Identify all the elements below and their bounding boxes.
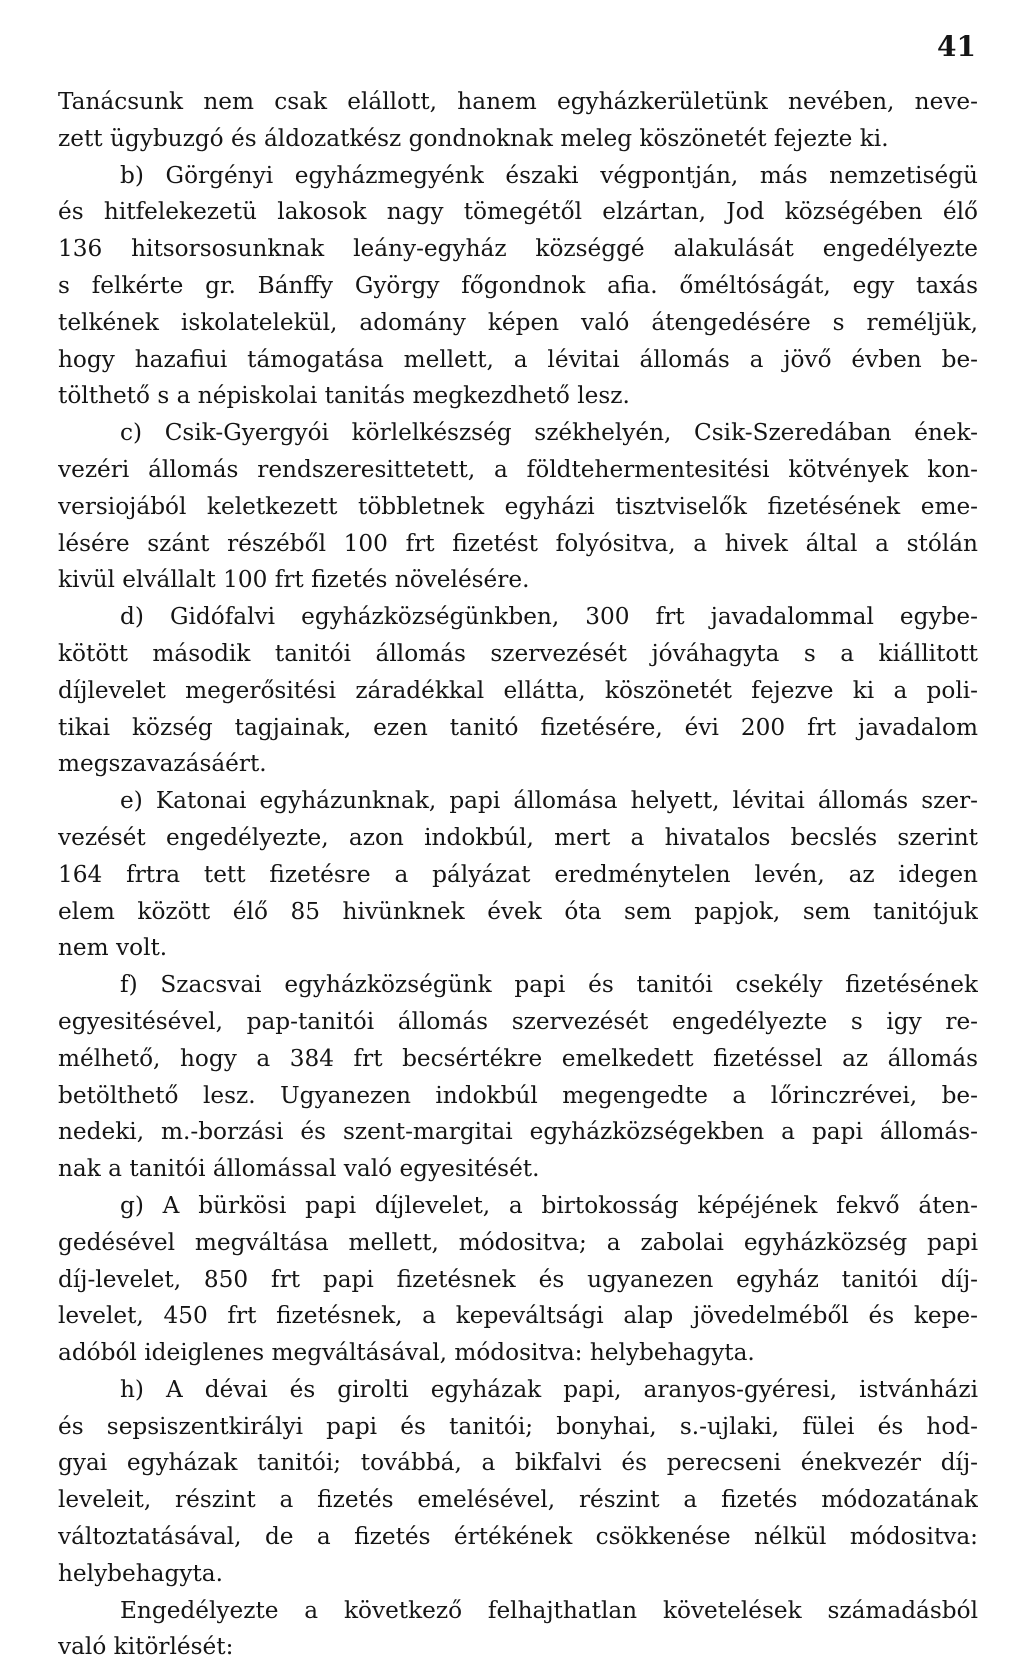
text-line: helybehagyta. bbox=[58, 1559, 223, 1587]
text-line: d) Gidófalvi egyházközségünkben, 300 frt javadalommal egybe- bbox=[120, 603, 978, 631]
text-line: s felkérte gr. Bánffy György főgondnok afia. őméltóságát, egy taxás bbox=[58, 271, 978, 299]
text-line: díjlevelet megerősitési záradékkal ellátta, köszönetét fejezve ki a poli- bbox=[58, 676, 978, 704]
text-line: gedésével megváltása mellett, módositva; a zabolai egyházközség papi bbox=[58, 1228, 978, 1256]
text-line: megszavazásáért. bbox=[58, 750, 267, 778]
text-line: tikai község tagjainak, ezen tanitó fizetésére, évi 200 frt javadalom bbox=[58, 713, 978, 741]
text-line: c) Csik-Gyergyói körlelkészség székhelyén, Csik-Szeredában ének- bbox=[120, 419, 978, 447]
text-line: g) A bürkösi papi díjlevelet, a birtokosság képéjének fekvő áten- bbox=[120, 1191, 978, 1219]
text-line: versiojából keletkezett többletnek egyházi tisztviselők fizetésének eme- bbox=[58, 492, 978, 520]
text-line: Tanácsunk nem csak elállott, hanem egyházkerületünk nevében, neve- bbox=[58, 88, 978, 115]
text-line: és sepsiszentkirályi papi és tanitói; bonyhai, s.-ujlaki, fülei és hod- bbox=[58, 1412, 978, 1440]
text-line: e) Katonai egyházunknak, papi állomása helyett, lévitai állomás szer- bbox=[120, 787, 978, 815]
text-line: vezését engedélyezte, azon indokbúl, mert a hivatalos becslés szerint bbox=[58, 823, 978, 851]
text-line: Engedélyezte a következő felhajthatlan követelések számadásból bbox=[120, 1596, 978, 1624]
text-line: h) A dévai és girolti egyházak papi, aranyos-gyéresi, istvánházi bbox=[120, 1375, 978, 1403]
text-line: kivül elvállalt 100 frt fizetés növelésére. bbox=[58, 566, 530, 594]
text-line: hogy hazafiui támogatása mellett, a lévitai állomás a jövő évben be- bbox=[58, 345, 978, 373]
text-line: vezéri állomás rendszeresittetett, a földtehermentesitési kötvények kon- bbox=[58, 455, 978, 483]
text-line: való kitörlését: bbox=[58, 1633, 234, 1661]
text-line: telkének iskolatelekül, adomány képen való átengedésére s reméljük, bbox=[58, 308, 978, 336]
text-line: betölthető lesz. Ugyanezen indokbúl megengedte a lőrinczrévei, be- bbox=[58, 1081, 978, 1109]
text-line: gyai egyházak tanitói; továbbá, a bikfalvi és perecseni énekvezér díj- bbox=[58, 1449, 978, 1477]
text-line: levelet, 450 frt fizetésnek, a kepeváltsági alap jövedelméből és kepe- bbox=[58, 1302, 978, 1330]
text-line: díj-levelet, 850 frt papi fizetésnek és ugyanezen egyház tanitói díj- bbox=[58, 1265, 978, 1293]
text-line: adóból ideiglenes megváltásával, módositva: helybehagyta. bbox=[58, 1339, 755, 1367]
body-text bbox=[58, 84, 978, 1666]
text-line: b) Görgényi egyházmegyénk északi végpontján, más nemzetiségü bbox=[120, 161, 978, 189]
text-line: zett ügybuzgó és áldozatkész gondnoknak meleg köszönetét fejezte ki. bbox=[58, 124, 889, 152]
page-number: 41 bbox=[937, 30, 976, 63]
text-line: változtatásával, de a fizetés értékének csökkenése nélkül módositva: bbox=[58, 1523, 978, 1551]
text-line: tölthető s a népiskolai tanitás megkezdhető lesz. bbox=[58, 382, 630, 410]
text-line: 136 hitsorsosunknak leány-egyház községgé alakulását engedélyezte bbox=[58, 235, 978, 263]
text-line: mélhető, hogy a 384 frt becsértékre emelkedett fizetéssel az állomás bbox=[58, 1044, 978, 1072]
text-line: egyesitésével, pap-tanitói állomás szervezését engedélyezte s igy re- bbox=[58, 1007, 978, 1035]
text-line: nedeki, m.-borzási és szent-margitai egyházközségekben a papi állomás- bbox=[58, 1118, 978, 1146]
text-line: és hitfelekezetü lakosok nagy tömegétől elzártan, Jod községében élő bbox=[58, 198, 978, 226]
text-line: leveleit, részint a fizetés emelésével, részint a fizetés módozatának bbox=[58, 1486, 978, 1514]
text-line: elem között élő 85 hivünknek évek óta sem papjok, sem tanitójuk bbox=[58, 897, 978, 925]
text-line: 164 frtra tett fizetésre a pályázat eredménytelen levén, az idegen bbox=[58, 860, 978, 888]
text-line: nem volt. bbox=[58, 934, 168, 962]
text-line: f) Szacsvai egyházközségünk papi és tanitói csekély fizetésének bbox=[120, 971, 978, 999]
text-line: lésére szánt részéből 100 frt fizetést folyósitva, a hivek által a stólán bbox=[58, 529, 978, 557]
text-line: kötött második tanitói állomás szervezését jóváhagyta s a kiállitott bbox=[58, 639, 978, 667]
text-line: nak a tanitói állomással való egyesitését. bbox=[58, 1155, 540, 1183]
